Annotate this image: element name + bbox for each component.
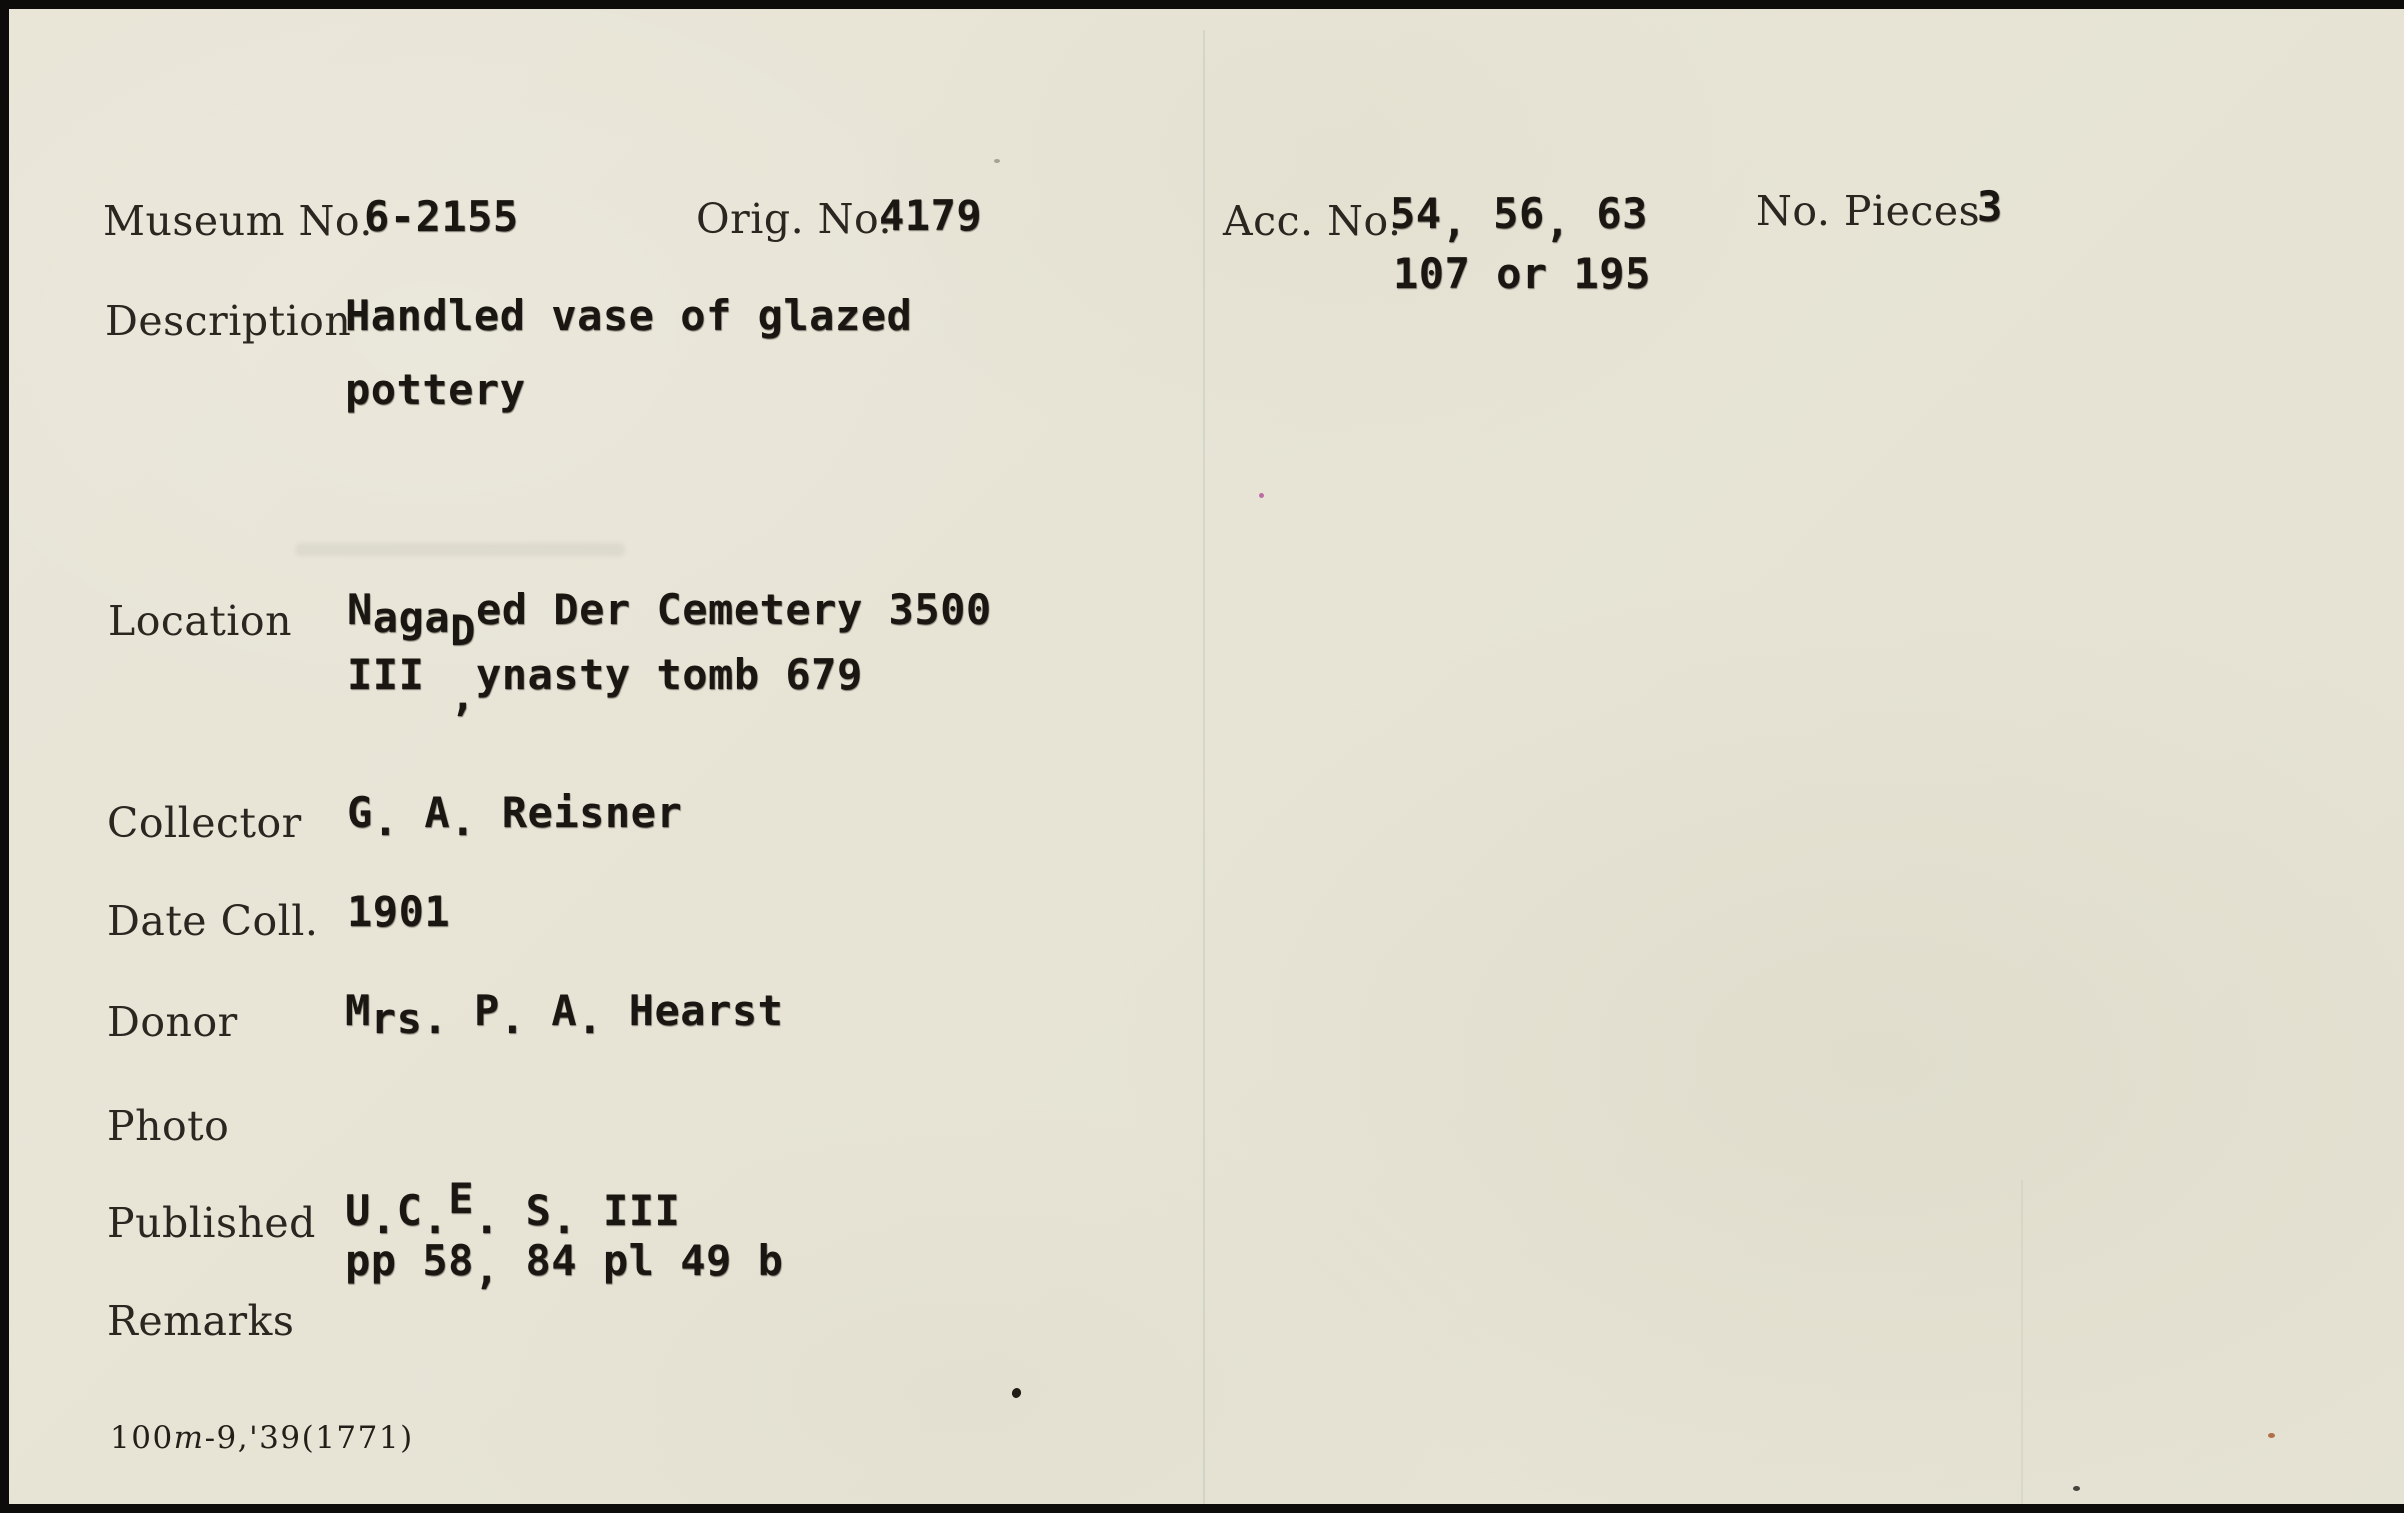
description-value-line2: pottery bbox=[345, 365, 526, 414]
published-value-line2: pp 58, 84 pl 49 b bbox=[345, 1236, 784, 1294]
ink-speck bbox=[2268, 1433, 2275, 1438]
location-value-line1: NagaDed Der Cemetery 3500 bbox=[347, 585, 992, 655]
orig-no-value: 4179 bbox=[879, 191, 983, 240]
ink-speck bbox=[994, 159, 1000, 163]
scan-border-bottom bbox=[0, 1504, 2404, 1513]
remarks-label: Remarks bbox=[107, 1297, 295, 1345]
location-label: Location bbox=[108, 597, 292, 645]
donor-value: Mrs. P. A. Hearst bbox=[345, 986, 784, 1044]
scan-border-left bbox=[0, 0, 9, 1513]
no-pieces-value: 3 bbox=[1977, 182, 2003, 231]
acc-no-value-line2: 107 or 195 bbox=[1393, 249, 1651, 298]
date-coll-label: Date Coll. bbox=[107, 897, 319, 945]
scan-border-top bbox=[0, 0, 2404, 9]
donor-label: Donor bbox=[107, 998, 238, 1046]
collector-value: G. A. Reisner bbox=[347, 788, 683, 846]
ink-speck bbox=[2073, 1486, 2080, 1491]
acc-no-label: Acc. No. bbox=[1223, 197, 1402, 245]
paper-crease-faint bbox=[2021, 1180, 2023, 1504]
location-value-line2: III ,ynasty tomb 679 bbox=[347, 650, 863, 720]
photo-label: Photo bbox=[107, 1102, 230, 1150]
print-code: 100m-9,'39(1771) bbox=[110, 1420, 414, 1456]
description-label: Description bbox=[105, 297, 352, 345]
collector-label: Collector bbox=[107, 799, 302, 847]
ink-ghost-smudge bbox=[295, 543, 625, 556]
orig-no-label: Orig. No. bbox=[696, 195, 893, 243]
museum-no-value: 6-2155 bbox=[364, 192, 519, 241]
acc-no-value-line1: 54, 56, 63 bbox=[1390, 189, 1648, 247]
paper-crease bbox=[1203, 30, 1205, 1504]
published-value-line1: U.C.E. S. III bbox=[345, 1174, 681, 1244]
date-coll-value: 1901 bbox=[347, 887, 451, 936]
description-value-line1: Handled vase of glazed bbox=[345, 291, 913, 340]
no-pieces-label: No. Pieces bbox=[1756, 187, 1981, 235]
ink-speck bbox=[1259, 493, 1264, 498]
published-label: Published bbox=[107, 1199, 316, 1247]
ink-speck bbox=[1011, 1387, 1023, 1399]
museum-no-label: Museum No. bbox=[103, 197, 373, 245]
